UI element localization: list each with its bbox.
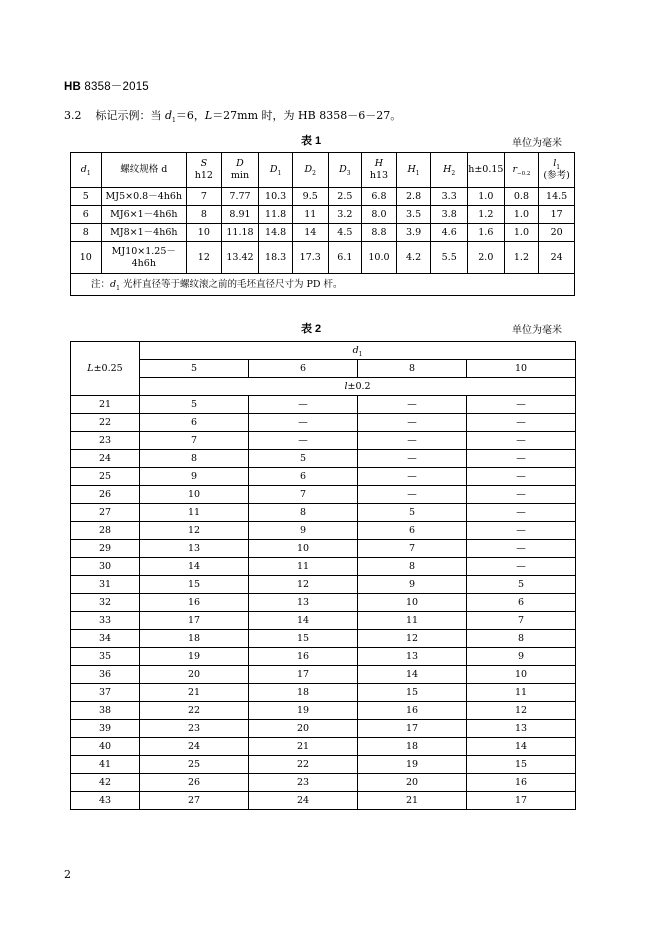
table2-header-row-3	[71, 378, 576, 396]
table-cell: 13	[358, 648, 467, 666]
table-cell: 5	[249, 450, 358, 468]
d1-value-8: 8	[358, 360, 467, 378]
table-cell: 14	[249, 612, 358, 630]
table-cell: 23	[71, 432, 140, 450]
table1-unit: 单位为毫米	[512, 138, 562, 149]
d1-value-5: 5	[140, 360, 249, 378]
table-cell: 20	[140, 666, 249, 684]
table-cell: 16	[467, 774, 576, 792]
table2-header-row-2	[71, 360, 576, 378]
table-cell: 8.0	[362, 206, 397, 224]
table-cell: 3.3	[431, 188, 468, 206]
table-cell: 12	[187, 242, 222, 274]
d1-value-10: 10	[467, 360, 576, 378]
table-cell: 10	[71, 242, 102, 274]
table-cell: 17	[249, 666, 358, 684]
table-cell: 27	[140, 792, 249, 810]
table-cell: —	[358, 396, 467, 414]
table1-header-row	[71, 153, 575, 188]
table-cell: 16	[249, 648, 358, 666]
table-cell: 19	[358, 756, 467, 774]
table-cell: 1.0	[468, 188, 505, 206]
table-cell: —	[358, 450, 467, 468]
table-cell: —	[467, 450, 576, 468]
table-cell: MJ10×1.25－4h6h	[101, 242, 187, 274]
table-cell: 24	[140, 738, 249, 756]
table-cell: 17	[539, 206, 575, 224]
table-cell: 6	[358, 522, 467, 540]
table-cell: 20	[539, 224, 575, 242]
table-cell: MJ8×1－4h6h	[101, 224, 187, 242]
example-d-sub: 1	[172, 117, 176, 125]
table-cell: 18	[140, 630, 249, 648]
table-cell: 11	[140, 504, 249, 522]
table-cell: 7	[249, 486, 358, 504]
table-cell: 25	[140, 756, 249, 774]
table2-caption: 表 2	[301, 323, 322, 335]
table-row	[71, 774, 576, 792]
col-thread-spec: 螺纹规格 d	[101, 153, 187, 188]
table-cell: 14	[467, 738, 576, 756]
table-cell: 21	[249, 738, 358, 756]
col-h: h±0.15	[468, 153, 505, 188]
table-cell: 16	[140, 594, 249, 612]
table-cell: 10	[358, 594, 467, 612]
col-D: D min	[221, 153, 259, 188]
dimension-table	[70, 152, 575, 296]
table-row	[71, 558, 576, 576]
table-cell: 34	[71, 630, 140, 648]
table-cell: 12	[140, 522, 249, 540]
table-cell: 15	[249, 630, 358, 648]
page-number: 2	[64, 868, 71, 881]
table-row	[71, 432, 576, 450]
table-cell: 3.2	[328, 206, 362, 224]
table-row	[71, 720, 576, 738]
table-cell: —	[467, 396, 576, 414]
table-cell: —	[358, 414, 467, 432]
table-cell: 1.2	[504, 242, 539, 274]
table-cell: 26	[71, 486, 140, 504]
table-cell: 40	[71, 738, 140, 756]
table-cell: 30	[71, 558, 140, 576]
example-L-value: ＝27mm 时，为 HB 8358－6－27。	[212, 109, 402, 122]
table-cell: 22	[249, 756, 358, 774]
table-cell: 14	[140, 558, 249, 576]
table-cell: 4.6	[431, 224, 468, 242]
col-H2: $H_2$	[431, 153, 468, 188]
table-cell: 6	[467, 594, 576, 612]
table-cell: 13.42	[221, 242, 259, 274]
example-L: L	[204, 109, 213, 122]
table-cell: —	[467, 522, 576, 540]
table-cell: 13	[249, 594, 358, 612]
table-cell: —	[467, 414, 576, 432]
table-cell: 10	[187, 224, 222, 242]
marking-example	[64, 107, 401, 123]
table-cell: —	[358, 486, 467, 504]
table-cell: 28	[71, 522, 140, 540]
table-cell: 8	[467, 630, 576, 648]
table-cell: 10.3	[259, 188, 293, 206]
table-cell: 32	[71, 594, 140, 612]
table-cell: 18	[249, 684, 358, 702]
table-cell: 27	[71, 504, 140, 522]
table1-note	[71, 274, 575, 296]
table-cell: 43	[71, 792, 140, 810]
col-D1: $D_1$	[259, 153, 293, 188]
example-d: d	[165, 109, 173, 122]
length-table	[70, 341, 576, 810]
table-cell: 3.9	[396, 224, 431, 242]
table-cell: —	[249, 414, 358, 432]
table-cell: 41	[71, 756, 140, 774]
table-cell: 21	[71, 396, 140, 414]
table-cell: 23	[249, 774, 358, 792]
table-cell: 6	[140, 414, 249, 432]
table-cell: 2.8	[396, 188, 431, 206]
col-l-header: l±0.2	[140, 378, 576, 396]
table-row	[71, 684, 576, 702]
table-row	[71, 522, 576, 540]
table-cell: 3.8	[431, 206, 468, 224]
table-cell: 8	[140, 450, 249, 468]
table2-unit: 单位为毫米	[512, 325, 562, 336]
table-row	[71, 486, 576, 504]
table-row	[71, 576, 576, 594]
table-cell: MJ5×0.8－4h6h	[101, 188, 187, 206]
table-cell: 15	[358, 684, 467, 702]
table-cell: —	[467, 468, 576, 486]
table-cell: 7	[467, 612, 576, 630]
note-cell: 注：$d_1$ 光杆直径等于螺纹滚之前的毛坯直径尺寸为 PD 杆。	[71, 274, 575, 296]
col-r: $r_{-0.2}$	[504, 153, 539, 188]
table-cell: 11	[249, 558, 358, 576]
table-cell: 4.5	[328, 224, 362, 242]
table-cell: 9	[249, 522, 358, 540]
table-cell: 9	[358, 576, 467, 594]
table-cell: 8.91	[221, 206, 259, 224]
table-cell: 14	[292, 224, 328, 242]
table-cell: 10.0	[362, 242, 397, 274]
table-cell: 9.5	[292, 188, 328, 206]
table-cell: 3.5	[396, 206, 431, 224]
table-row	[71, 450, 576, 468]
table-cell: 8	[249, 504, 358, 522]
table-cell: 31	[71, 576, 140, 594]
table-cell: 33	[71, 612, 140, 630]
table-cell: 11.18	[221, 224, 259, 242]
col-D2: $D_2$	[292, 153, 328, 188]
table-cell: 16	[358, 702, 467, 720]
table-cell: 5.5	[431, 242, 468, 274]
table-row	[71, 188, 575, 206]
col-d1-header: $d_1$	[140, 342, 576, 360]
table-cell: 17	[467, 792, 576, 810]
table-cell: 6.8	[362, 188, 397, 206]
table-cell: 7	[140, 432, 249, 450]
table-cell: 17	[140, 612, 249, 630]
table-cell: 6	[71, 206, 102, 224]
table-cell: 29	[71, 540, 140, 558]
table-cell: 24	[71, 450, 140, 468]
table-cell: 12	[467, 702, 576, 720]
table-row	[71, 738, 576, 756]
table-cell: 8	[187, 206, 222, 224]
table-cell: 1.0	[504, 224, 539, 242]
standard-number: 8358－2015	[84, 81, 149, 93]
table-cell: 11	[467, 684, 576, 702]
table-cell: 14.8	[259, 224, 293, 242]
table-cell: 9	[467, 648, 576, 666]
d1-value-6: 6	[249, 360, 358, 378]
col-l1: $l_1$ (参考)	[539, 153, 575, 188]
table-row	[71, 756, 576, 774]
table-cell: 1.2	[468, 206, 505, 224]
table-row	[71, 396, 576, 414]
table-cell: 26	[140, 774, 249, 792]
table2-header-row-1	[71, 342, 576, 360]
table-cell: 21	[358, 792, 467, 810]
table-cell: 23	[140, 720, 249, 738]
col-H: H h13	[362, 153, 397, 188]
table-cell: —	[467, 504, 576, 522]
table-row	[71, 540, 576, 558]
table-cell: 13	[140, 540, 249, 558]
table-cell: 2.5	[328, 188, 362, 206]
table-cell: 11	[292, 206, 328, 224]
table-cell: 11	[358, 612, 467, 630]
table-cell: 12	[358, 630, 467, 648]
table-row	[71, 242, 575, 274]
table-cell: 36	[71, 666, 140, 684]
table-cell: 9	[140, 468, 249, 486]
col-d1: $d_1$	[71, 153, 102, 188]
table-row	[71, 224, 575, 242]
table-cell: 10	[249, 540, 358, 558]
table-row	[71, 206, 575, 224]
table-cell: 5	[140, 396, 249, 414]
table-cell: —	[358, 432, 467, 450]
table-cell: 8	[358, 558, 467, 576]
example-d-value: ＝6，	[175, 109, 205, 122]
section-number: 3.2	[64, 109, 82, 122]
table-cell: 8.8	[362, 224, 397, 242]
table-cell: 10	[140, 486, 249, 504]
table-cell: 1.0	[504, 206, 539, 224]
table-cell: 35	[71, 648, 140, 666]
table-row	[71, 594, 576, 612]
table-cell: 8	[71, 224, 102, 242]
table-row	[71, 702, 576, 720]
table-row	[71, 630, 576, 648]
table-cell: 5	[358, 504, 467, 522]
table-cell: 14	[358, 666, 467, 684]
table-cell: 17	[358, 720, 467, 738]
table-cell: —	[249, 396, 358, 414]
table-cell: 12	[249, 576, 358, 594]
table-cell: 7.77	[221, 188, 259, 206]
table-cell: 6	[249, 468, 358, 486]
table-row	[71, 666, 576, 684]
table-cell: 39	[71, 720, 140, 738]
table-cell: —	[249, 432, 358, 450]
table-cell: 11.8	[259, 206, 293, 224]
table-cell: 10	[467, 666, 576, 684]
table-row	[71, 468, 576, 486]
table-cell: 15	[467, 756, 576, 774]
table-row	[71, 648, 576, 666]
table-cell: 5	[71, 188, 102, 206]
table-cell: —	[358, 468, 467, 486]
table-cell: 20	[249, 720, 358, 738]
table-cell: —	[467, 558, 576, 576]
table-cell: 7	[187, 188, 222, 206]
document-header	[64, 78, 149, 94]
table-row	[71, 792, 576, 810]
table-cell: 18	[358, 738, 467, 756]
table1-caption: 表 1	[301, 135, 322, 147]
table-cell: 6.1	[328, 242, 362, 274]
table-cell: 5	[467, 576, 576, 594]
col-H1: $H_1$	[396, 153, 431, 188]
table-row	[71, 414, 576, 432]
L-tolerance: ±0.25	[93, 362, 123, 374]
table-cell: 0.8	[504, 188, 539, 206]
table-cell: 14.5	[539, 188, 575, 206]
table-cell: 25	[71, 468, 140, 486]
table-row	[71, 504, 576, 522]
table-cell: 24	[539, 242, 575, 274]
table-cell: 20	[358, 774, 467, 792]
col-S: S h12	[187, 153, 222, 188]
col-L: L±0.25	[71, 342, 140, 396]
table-cell: 13	[467, 720, 576, 738]
table-cell: 42	[71, 774, 140, 792]
table-cell: 19	[140, 648, 249, 666]
table-cell: MJ6×1－4h6h	[101, 206, 187, 224]
table-cell: 24	[249, 792, 358, 810]
table-cell: —	[467, 432, 576, 450]
table-cell: 17.3	[292, 242, 328, 274]
table-cell: 21	[140, 684, 249, 702]
table-cell: —	[467, 540, 576, 558]
table-cell: 1.6	[468, 224, 505, 242]
table-cell: 37	[71, 684, 140, 702]
table-cell: 4.2	[396, 242, 431, 274]
table-cell: 38	[71, 702, 140, 720]
table-cell: 22	[71, 414, 140, 432]
table-cell: 18.3	[259, 242, 293, 274]
table-cell: 7	[358, 540, 467, 558]
table-row	[71, 612, 576, 630]
example-label: 标记示例：当	[95, 109, 162, 122]
table-cell: 2.0	[468, 242, 505, 274]
table-cell: —	[467, 486, 576, 504]
table-cell: 22	[140, 702, 249, 720]
table-cell: 19	[249, 702, 358, 720]
col-D3: $D_3$	[328, 153, 362, 188]
table-cell: 15	[140, 576, 249, 594]
standard-code: HB	[64, 81, 82, 93]
